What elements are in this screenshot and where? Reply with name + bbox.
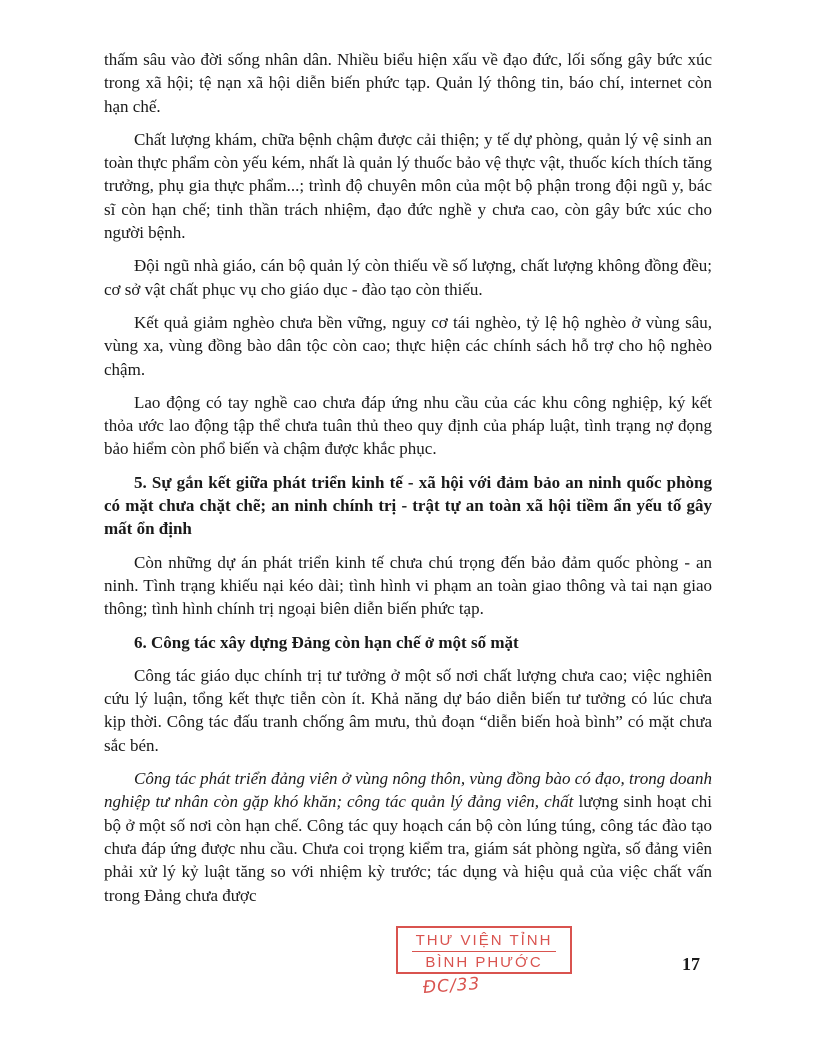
paragraph-4: Kết quả giảm nghèo chưa bền vững, nguy cơ tái nghèo, tỷ lệ hộ nghèo ở vùng sâu, vùng xa, vùng đồng bào dân tộc còn cao; thực hiện các chính sách hỗ trợ cho hộ nghèo chậm. [104,312,712,379]
stamp-line-2: BÌNH PHƯỚC [412,951,556,973]
document-body [104,48,712,917]
paragraph-7: Công tác giáo dục chính trị tư tưởng ở một số nơi chất lượng chưa cao; việc nghiên cứu lý luận, tổng kết thực tiễn còn ít. Khả năng dự báo diễn biến tư tưởng có lúc chưa kịp thời. Công tác đấu tranh chống âm mưu, thủ đoạn “diễn biến hoà bình” có mặt chưa sắc bén. [104,665,712,755]
stamp-handwritten-note: ĐC/33 [422,974,482,998]
paragraph-8-rest: lượng sinh hoạt chi bộ ở một số nơi còn hạn chế. Công tác quy hoạch cán bộ còn lúng túng, công tác đào tạo chưa đáp ứng được nhu cầu. Chưa coi trọng kiểm tra, giám sát phòng ngừa, số đảng viên phải xử lý kỷ luật tăng so với nhiệm kỳ trước; tác dụng và hiệu quả của việc chất vấn trong Đảng chưa được [104,792,712,905]
paragraph-8 [104,767,712,907]
paragraph-1: thấm sâu vào đời sống nhân dân. Nhiều biểu hiện xấu về đạo đức, lối sống gây bức xúc trong xã hội; tệ nạn xã hội diễn biến phức tạp. Quản lý thông tin, báo chí, internet còn hạn chế. [104,50,712,116]
paragraph-8-italic: Công tác phát triển đảng viên ở vùng nông thôn, vùng đồng bào có đạo, trong doanh nghiệp tư nhân còn gặp khó khăn; công tác quản lý đảng viên, chất [104,769,712,812]
paragraph-3: Đội ngũ nhà giáo, cán bộ quản lý còn thiếu về số lượng, chất lượng không đồng đều; cơ sở vật chất phục vụ cho giáo dục - đào tạo còn thiếu. [104,256,712,299]
library-stamp [396,926,572,974]
paragraph-5: Lao động có tay nghề cao chưa đáp ứng nhu cầu của các khu công nghiệp, ký kết thỏa ước lao động tập thể chưa tuân thủ theo quy định của pháp luật, tình trạng nợ đọng bảo hiểm còn phổ biến và chậm được khắc phục. [104,392,712,459]
stamp-line-1: THƯ VIỆN TỈNH [415,932,553,949]
paragraph-6: Còn những dự án phát triển kinh tế chưa chú trọng đến bảo đảm quốc phòng - an ninh. Tình trạng khiếu nại kéo dài; tình hình vi phạm an toàn giao thông và tai nạn giao thông; tình hình chính trị ngoại biên diễn biến phức tạp. [104,552,712,619]
page-number: 17 [682,954,700,974]
section-heading-5: 5. Sự gắn kết giữa phát triển kinh tế - xã hội với đảm bảo an ninh quốc phòng có mặt chưa chặt chẽ; an ninh chính trị - trật tự an toàn xã hội tiềm ẩn yếu tố gây mất ổn định [104,472,712,539]
section-heading-6: 6. Công tác xây dựng Đảng còn hạn chế ở một số mặt [134,632,519,652]
paragraph-2: Chất lượng khám, chữa bệnh chậm được cải thiện; y tế dự phòng, quản lý vệ sinh an toàn thực phẩm còn yếu kém, nhất là quản lý thuốc bảo vệ thực vật, thuốc kích thích tăng trưởng, phụ gia thực phẩm...; trình độ chuyên môn của một bộ phận trong đội ngũ y, bác sĩ còn hạn chế; tinh thần trách nhiệm, đạo đức nghề y chưa cao, còn gây bức xúc cho người bệnh. [104,129,712,243]
